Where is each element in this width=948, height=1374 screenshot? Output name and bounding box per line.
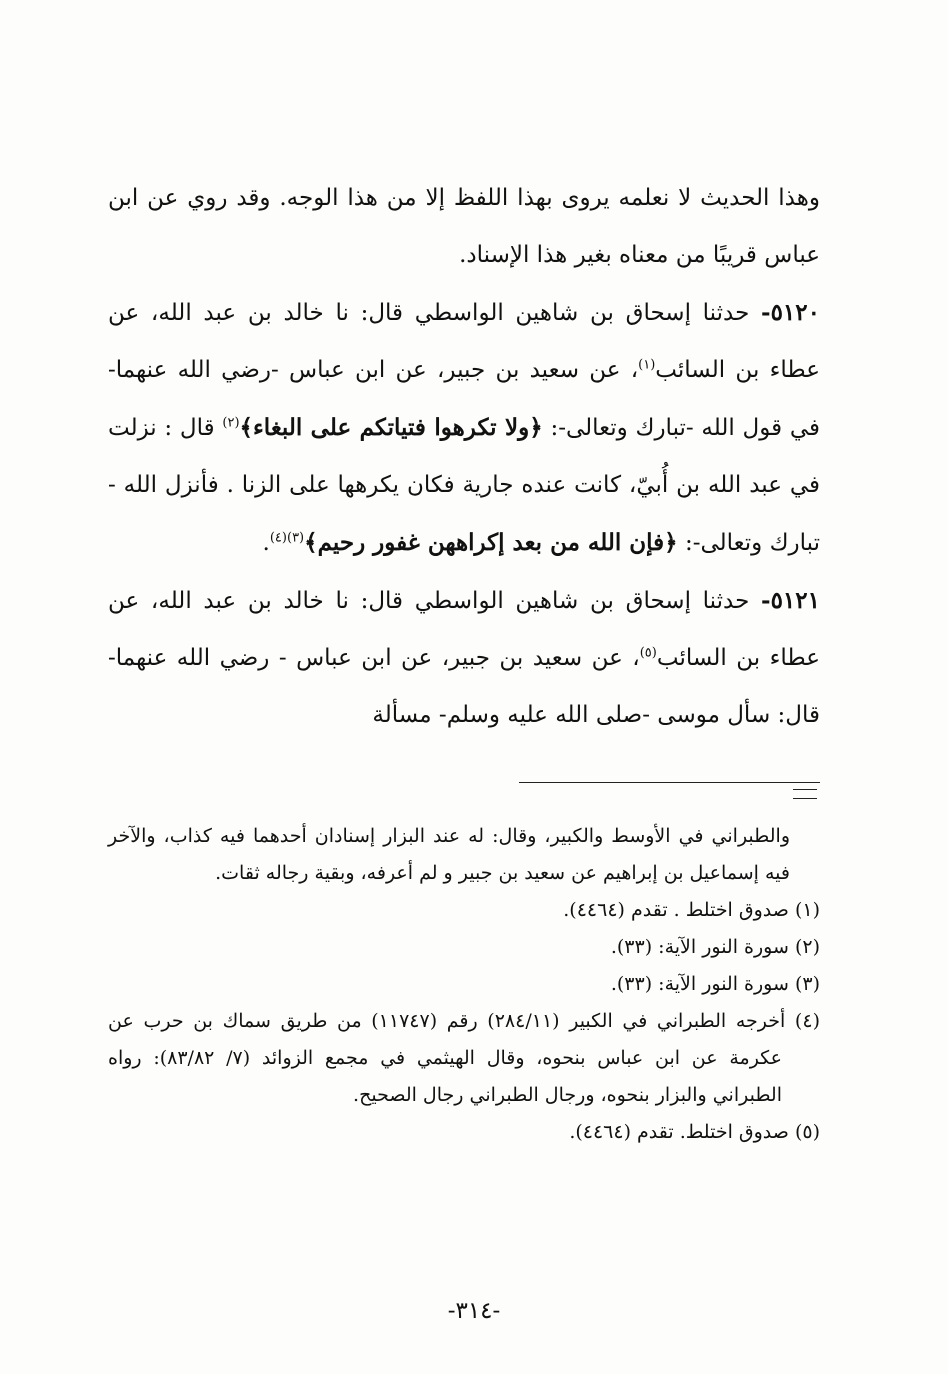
hadith-text: حدثنا إسحاق بن شاهين الواسطي قال: نا خالد بن عبد الله، عن عطاء بن السائب	[108, 300, 821, 383]
footnote-ref: (٥)	[639, 645, 657, 661]
hadith-text: ، عن سعيد بن جبير، عن ابن عباس -رضي الله عنهما- في قول الله -تبارك وتعالى-:	[108, 357, 820, 441]
hadith-number: ٥١٢٠-	[761, 299, 820, 326]
footnote-3: (٣) سورة النور الآية: (٣٣).	[610, 973, 820, 995]
hadith-text: ، عن سعيد بن جبير، عن ابن عباس - رضي الله عنهما- قال: سأل موسى -صلى الله عليه وسلم- مسألة	[108, 645, 820, 728]
footnote-5: (٥) صدوق اختلط. تقدم (٤٤٦٤).	[569, 1121, 820, 1143]
footnote-1: (١) صدوق اختلط . تقدم (٤٤٦٤).	[563, 899, 820, 921]
footnote-ref: (١)	[638, 357, 656, 373]
paragraph-intro: وهذا الحديث لا نعلمه يروى بهذا اللفظ إلا من هذا الوجه. وقد روي عن ابن عباس قريبًا من معناه بغير هذا الإسناد.	[108, 185, 820, 268]
quran-quote: ﴿ولا تكرهوا فتياتكم على البغاء﴾	[239, 414, 543, 441]
hadith-text: حدثنا إسحاق بن شاهين الواسطي قال: نا خالد بن عبد الله، عن عطاء بن السائب	[108, 588, 821, 671]
footnote-ref: (٣)(٤)	[269, 530, 305, 546]
footnotes	[108, 818, 820, 1151]
quran-quote: ﴿فإن الله من بعد إكراههن غفور رحيم﴾	[304, 529, 678, 556]
footnote-2: (٢) سورة النور الآية: (٣٣).	[610, 936, 820, 958]
hadith-5120	[108, 284, 820, 572]
main-text	[108, 170, 820, 744]
hadith-5121	[108, 572, 820, 744]
continuation-mark	[793, 789, 817, 799]
page-number: -٣١٤-	[447, 1298, 501, 1324]
hadith-text: .	[262, 530, 270, 556]
footnote-ref: (٢)	[222, 415, 240, 431]
hadith-number: ٥١٢١-	[761, 587, 820, 614]
hadith-text: قال : نزلت في عبد الله بن أُبيّ، كانت عنده جارية فكان يكرهها على الزنا . فأنزل الله - تبارك وتعالى-:	[108, 415, 820, 556]
footnote-4: (٤) أخرجه الطبراني في الكبير (٢٨٤/١١) رقم (١١٧٤٧) من طريق سماك بن حرب عن عكرمة عن ابن عباس بنحوه، وقال الهيثمي في مجمع الزوائد (٧/ ٨٣/٨٢): رواه الطبراني والبزار بنحوه، ورجال الطبراني رجال الصحيح.	[108, 1010, 820, 1106]
footnote-continuation: والطبراني في الأوسط والكبير، وقال: له عند البزار إسنادان أحدهما فيه كذاب، والآخر فيه إسماعيل بن إبراهيم عن سعيد بن جبير و لم أعرفه، وبقية رجاله ثقات.	[108, 825, 790, 884]
footnote-separator	[519, 782, 820, 783]
